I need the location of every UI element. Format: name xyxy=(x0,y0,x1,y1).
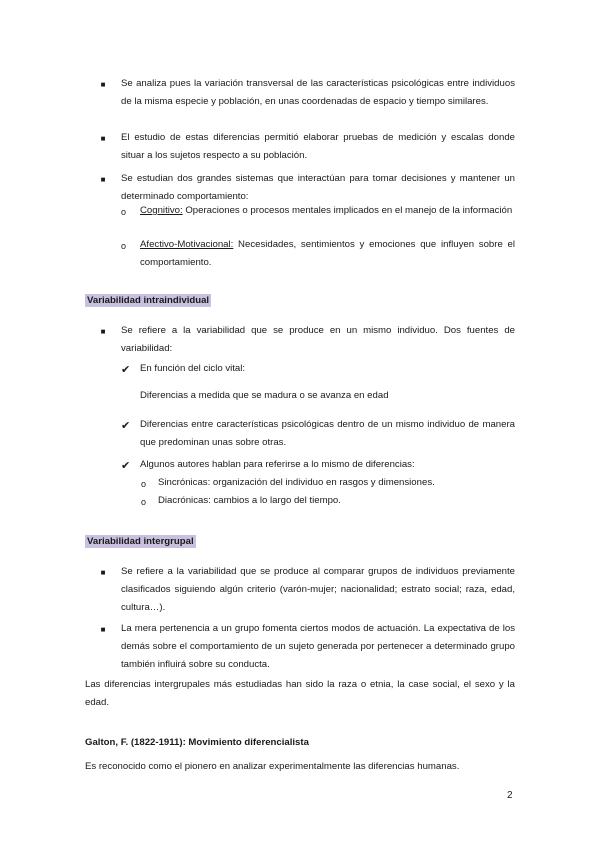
bullet-icon: ■ xyxy=(100,625,106,634)
checkmark-icon: ✔ xyxy=(121,419,131,432)
heading-intergrupal: Variabilidad intergrupal xyxy=(87,536,194,547)
bullet-icon: ■ xyxy=(100,134,106,143)
checkmark-icon: ✔ xyxy=(121,459,131,472)
paragraph-diferencias-intergrupales: Las diferencias intergrupales más estudiadas han sido la raza o etnia, la case social, el sexo y la edad. xyxy=(85,679,515,708)
text-afectivo: Necesidades, sentimientos y emociones que influyen sobre el comportamiento. xyxy=(140,239,515,268)
checkmark-icon: ✔ xyxy=(121,363,131,376)
circle-bullet-icon: o xyxy=(121,207,127,217)
paragraph-pertenencia-grupo: La mera pertenencia a un grupo fomenta ciertos modos de actuación. La expectativa de los demás sobre el comportamiento de un sujeto generada por pertenecer a determinado grupo también influirá sobre su conducta. xyxy=(121,623,515,670)
paragraph-galton: Es reconocido como el pionero en analizar experimentalmente las diferencias humanas. xyxy=(85,761,460,772)
item-ciclo-vital: En función del ciclo vital: xyxy=(140,363,246,374)
circle-bullet-icon: o xyxy=(141,497,147,507)
term-cognitivo: Cognitivo: xyxy=(140,205,183,216)
text-cognitivo: Operaciones o procesos mentales implicados en el manejo de la información xyxy=(182,205,513,216)
term-afectivo-motivacional: Afectivo-Motivacional: xyxy=(140,239,234,250)
bullet-icon: ■ xyxy=(100,80,106,89)
heading-galton: Galton, F. (1822-1911): Movimiento diferencialista xyxy=(85,737,309,748)
item-afectivo xyxy=(140,236,515,272)
paragraph-variacion-transversal: Se analiza pues la variación transversal de las características psicológicas entre individuos de la misma especie y población, en unas coordenadas de espacio y tiempo similares. xyxy=(121,78,515,107)
circle-bullet-icon: o xyxy=(141,479,147,489)
item-algunos-autores: Algunos autores hablan para referirse a lo mismo de diferencias: xyxy=(140,459,415,470)
paragraph-dos-sistemas: Se estudian dos grandes sistemas que interactúan para tomar decisiones y mantener un determinado comportamiento: xyxy=(121,173,515,202)
item-diferencias-caracteristicas: Diferencias entre características psicológicas dentro de un mismo individuo de manera que predominan unas sobre otras. xyxy=(140,419,515,448)
paragraph-inter-definicion: Se refiere a la variabilidad que se produce al comparar grupos de individuos previamente clasificados siguiendo algún criterio (varón-mujer; nacionalidad; estrato social; raza, edad, cultura…). xyxy=(121,566,515,613)
paragraph-pruebas-medicion: El estudio de estas diferencias permitió elaborar pruebas de medición y escalas donde situar a los sujetos respecto a su población. xyxy=(121,132,515,161)
item-cognitivo xyxy=(140,202,515,220)
page-number: 2 xyxy=(507,790,513,801)
paragraph-intra-definicion: Se refiere a la variabilidad que se produce en un mismo individuo. Dos fuentes de variabilidad: xyxy=(121,325,515,354)
item-sincronicas: Sincrónicas: organización del individuo en rasgos y dimensiones. xyxy=(158,477,435,488)
bullet-icon: ■ xyxy=(100,327,106,336)
circle-bullet-icon: o xyxy=(121,241,127,251)
text-ciclo-vital-detalle: Diferencias a medida que se madura o se avanza en edad xyxy=(140,390,389,401)
bullet-icon: ■ xyxy=(100,568,106,577)
item-diacronicas: Diacrónicas: cambios a lo largo del tiempo. xyxy=(158,495,341,506)
heading-intraindividual: Variabilidad intraindividual xyxy=(87,295,210,306)
bullet-icon: ■ xyxy=(100,175,106,184)
